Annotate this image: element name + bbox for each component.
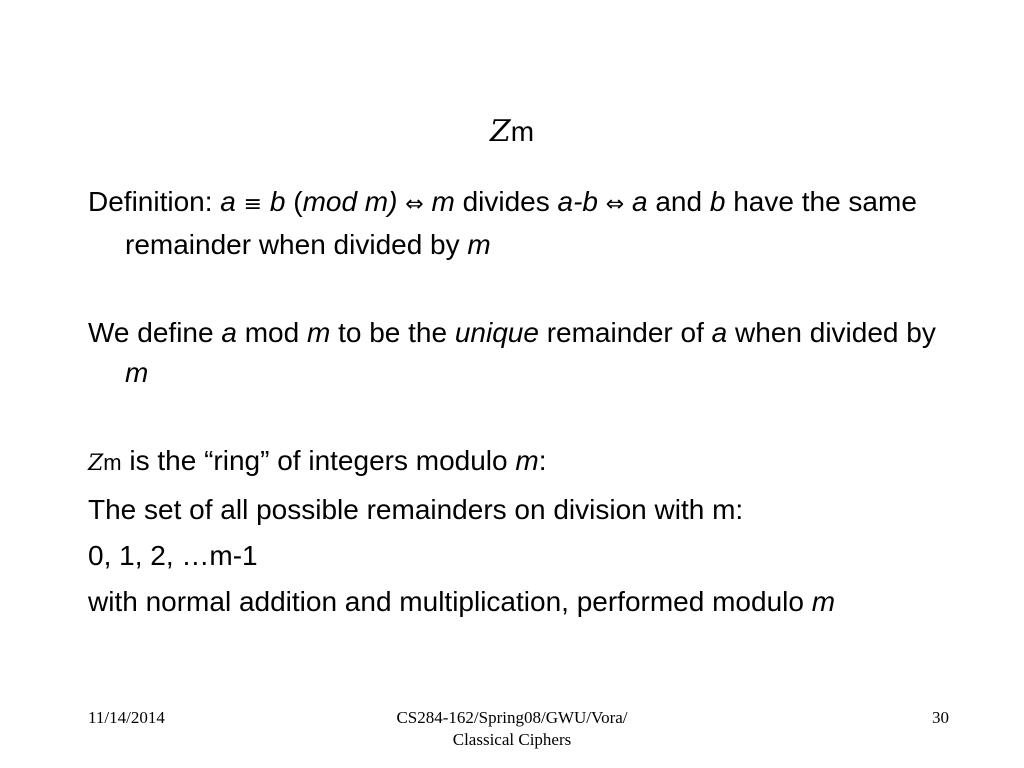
var-m-end: m [125,357,149,388]
title-subscript-m: m [510,116,535,147]
mod-m-text: mod m) [302,186,398,217]
z-script-symbol: Z [489,114,511,149]
we-define-text: We define [88,317,214,348]
operations-text: with normal addition and multiplication, performed modulo [88,586,804,617]
spacer [88,265,948,313]
z-script-symbol-small: Z [88,451,104,476]
ring-subscript-m: m [103,450,122,475]
mod-text: mod [244,317,300,348]
ring-text: is the “ring” of integers modulo [129,445,508,476]
footer-course-line-1: CS284-162/Spring08/GWU/Vora/ [396,708,628,727]
var-a-2: a [711,317,728,348]
var-b: b [269,186,286,217]
and-text: and [655,186,703,217]
lparen: ( [293,186,303,217]
a-minus-b: a-b [557,186,598,217]
set-line: The set of all possible remainders on division with m: [88,494,744,525]
values-line: 0, 1, 2, …m-1 [88,540,258,571]
colon: : [538,445,547,476]
var-m: m [431,186,455,217]
footer-date: 11/14/2014 [88,708,165,727]
spacer [88,393,948,441]
iff-symbol-2: ⇔ [605,192,625,217]
iff-symbol-1: ⇔ [405,192,424,217]
define-mod-paragraph [88,313,948,393]
when-divided-by-text: when divided by [735,317,936,348]
footer-course [312,707,712,751]
var-m: m [515,445,539,476]
ring-line [88,441,948,484]
equiv-symbol: ≡ [243,192,263,217]
definition-paragraph [88,182,948,265]
footer-page-number: 30 [932,708,949,727]
var-a: a [220,186,236,217]
definition-label: Definition: [88,186,213,217]
operations-paragraph [88,582,948,622]
var-a: a [221,317,237,348]
var-m: m [306,317,331,348]
var-m-end: m [467,229,491,260]
footer-course-line-2: Classical Ciphers [452,730,572,749]
var-b-2: b [709,186,726,217]
to-be-the-text: to be the [338,317,448,348]
remainder-of-text: remainder of [546,317,704,348]
var-a-2: a [632,186,648,217]
slide-body [88,182,948,622]
slide-title [0,112,1024,152]
unique-text: unique [454,317,539,348]
var-m-end: m [811,586,836,617]
divides-text: divides [462,186,550,217]
definition-rest: have the same remainder when divided by [125,186,917,260]
